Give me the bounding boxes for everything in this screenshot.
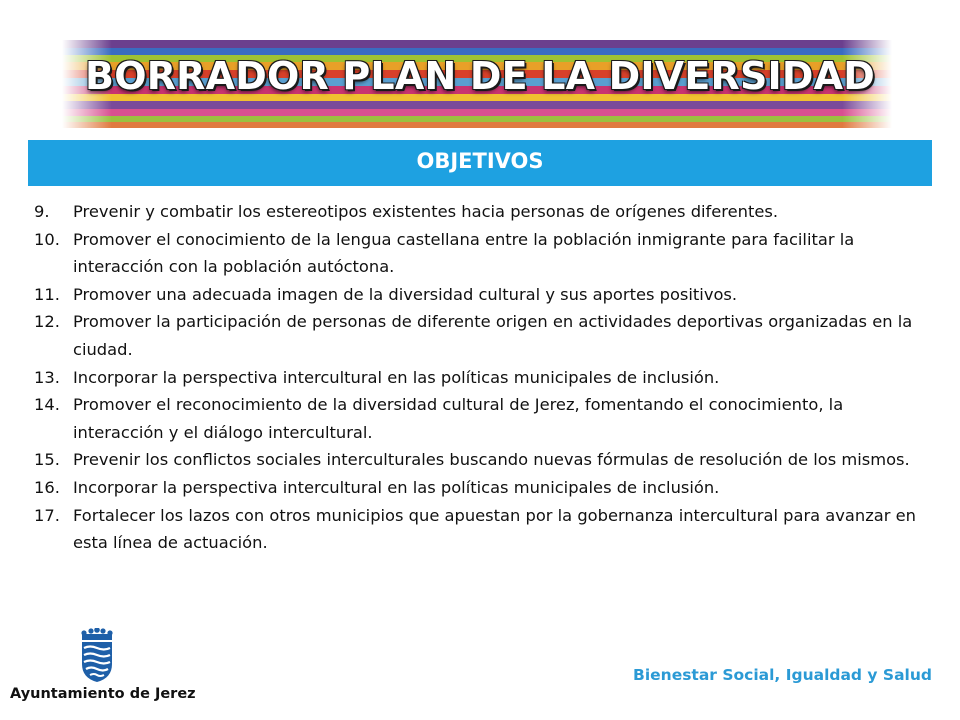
item-text: Prevenir los conflictos sociales interculturales buscando nuevas fórmulas de resolución de los mismos.: [73, 450, 910, 470]
list-item: [34, 364, 934, 392]
item-text: Incorporar la perspectiva intercultural en las políticas municipales de inclusión.: [73, 367, 720, 387]
item-text: Prevenir y combatir los estereotipos existentes hacia personas de orígenes diferentes.: [73, 202, 779, 221]
item-number: 12.: [34, 312, 60, 332]
item-text: Promover una adecuada imagen de la diversidad cultural y sus aportes positivos.: [73, 284, 738, 304]
item-number: 11.: [34, 284, 60, 304]
list-item: [34, 474, 934, 502]
list-item: [34, 281, 934, 309]
list-item: [34, 226, 934, 281]
ayuntamiento-logo: [10, 628, 210, 713]
department-label: Bienestar Social, Igualdad y Salud: [633, 666, 932, 684]
item-text: Fortalecer los lazos con otros municipios que apuestan por la gobernanza intercultural para avanzar en esta línea de actuación.: [73, 505, 916, 553]
section-title: OBJETIVOS: [416, 149, 544, 173]
list-item: [34, 446, 934, 474]
list-item: [34, 502, 934, 557]
objectives-list: [34, 198, 934, 557]
item-text: Promover la participación de personas de diferente origen en actividades deportivas organizadas en la ciudad.: [73, 312, 913, 359]
item-text: Promover el conocimiento de la lengua castellana entre la población inmigrante para facilitar la interacción con la población autóctona.: [73, 229, 855, 277]
list-item: [34, 308, 934, 363]
list-item: [34, 198, 934, 226]
jerez-coat-of-arms-icon: [10, 628, 210, 684]
item-text: Incorporar la perspectiva intercultural en las políticas municipales de inclusión.: [73, 477, 720, 497]
item-number: 14.: [34, 395, 60, 415]
item-number: 15.: [34, 450, 60, 470]
item-number: 13.: [34, 367, 60, 387]
section-header: [28, 140, 932, 186]
item-number: 17.: [34, 505, 60, 525]
item-number: 16.: [34, 477, 60, 497]
page-title: BORRADOR PLAN DE LA DIVERSIDAD: [85, 54, 875, 98]
item-text: Promover el reconocimiento de la diversidad cultural de Jerez, fomentando el conocimiento, la interacción y el diálogo intercultural.: [73, 395, 844, 442]
list-item: [34, 391, 934, 446]
item-number: 9.: [34, 202, 50, 221]
item-number: 10.: [34, 229, 60, 249]
logo-caption: Ayuntamiento de Jerez: [10, 686, 196, 702]
